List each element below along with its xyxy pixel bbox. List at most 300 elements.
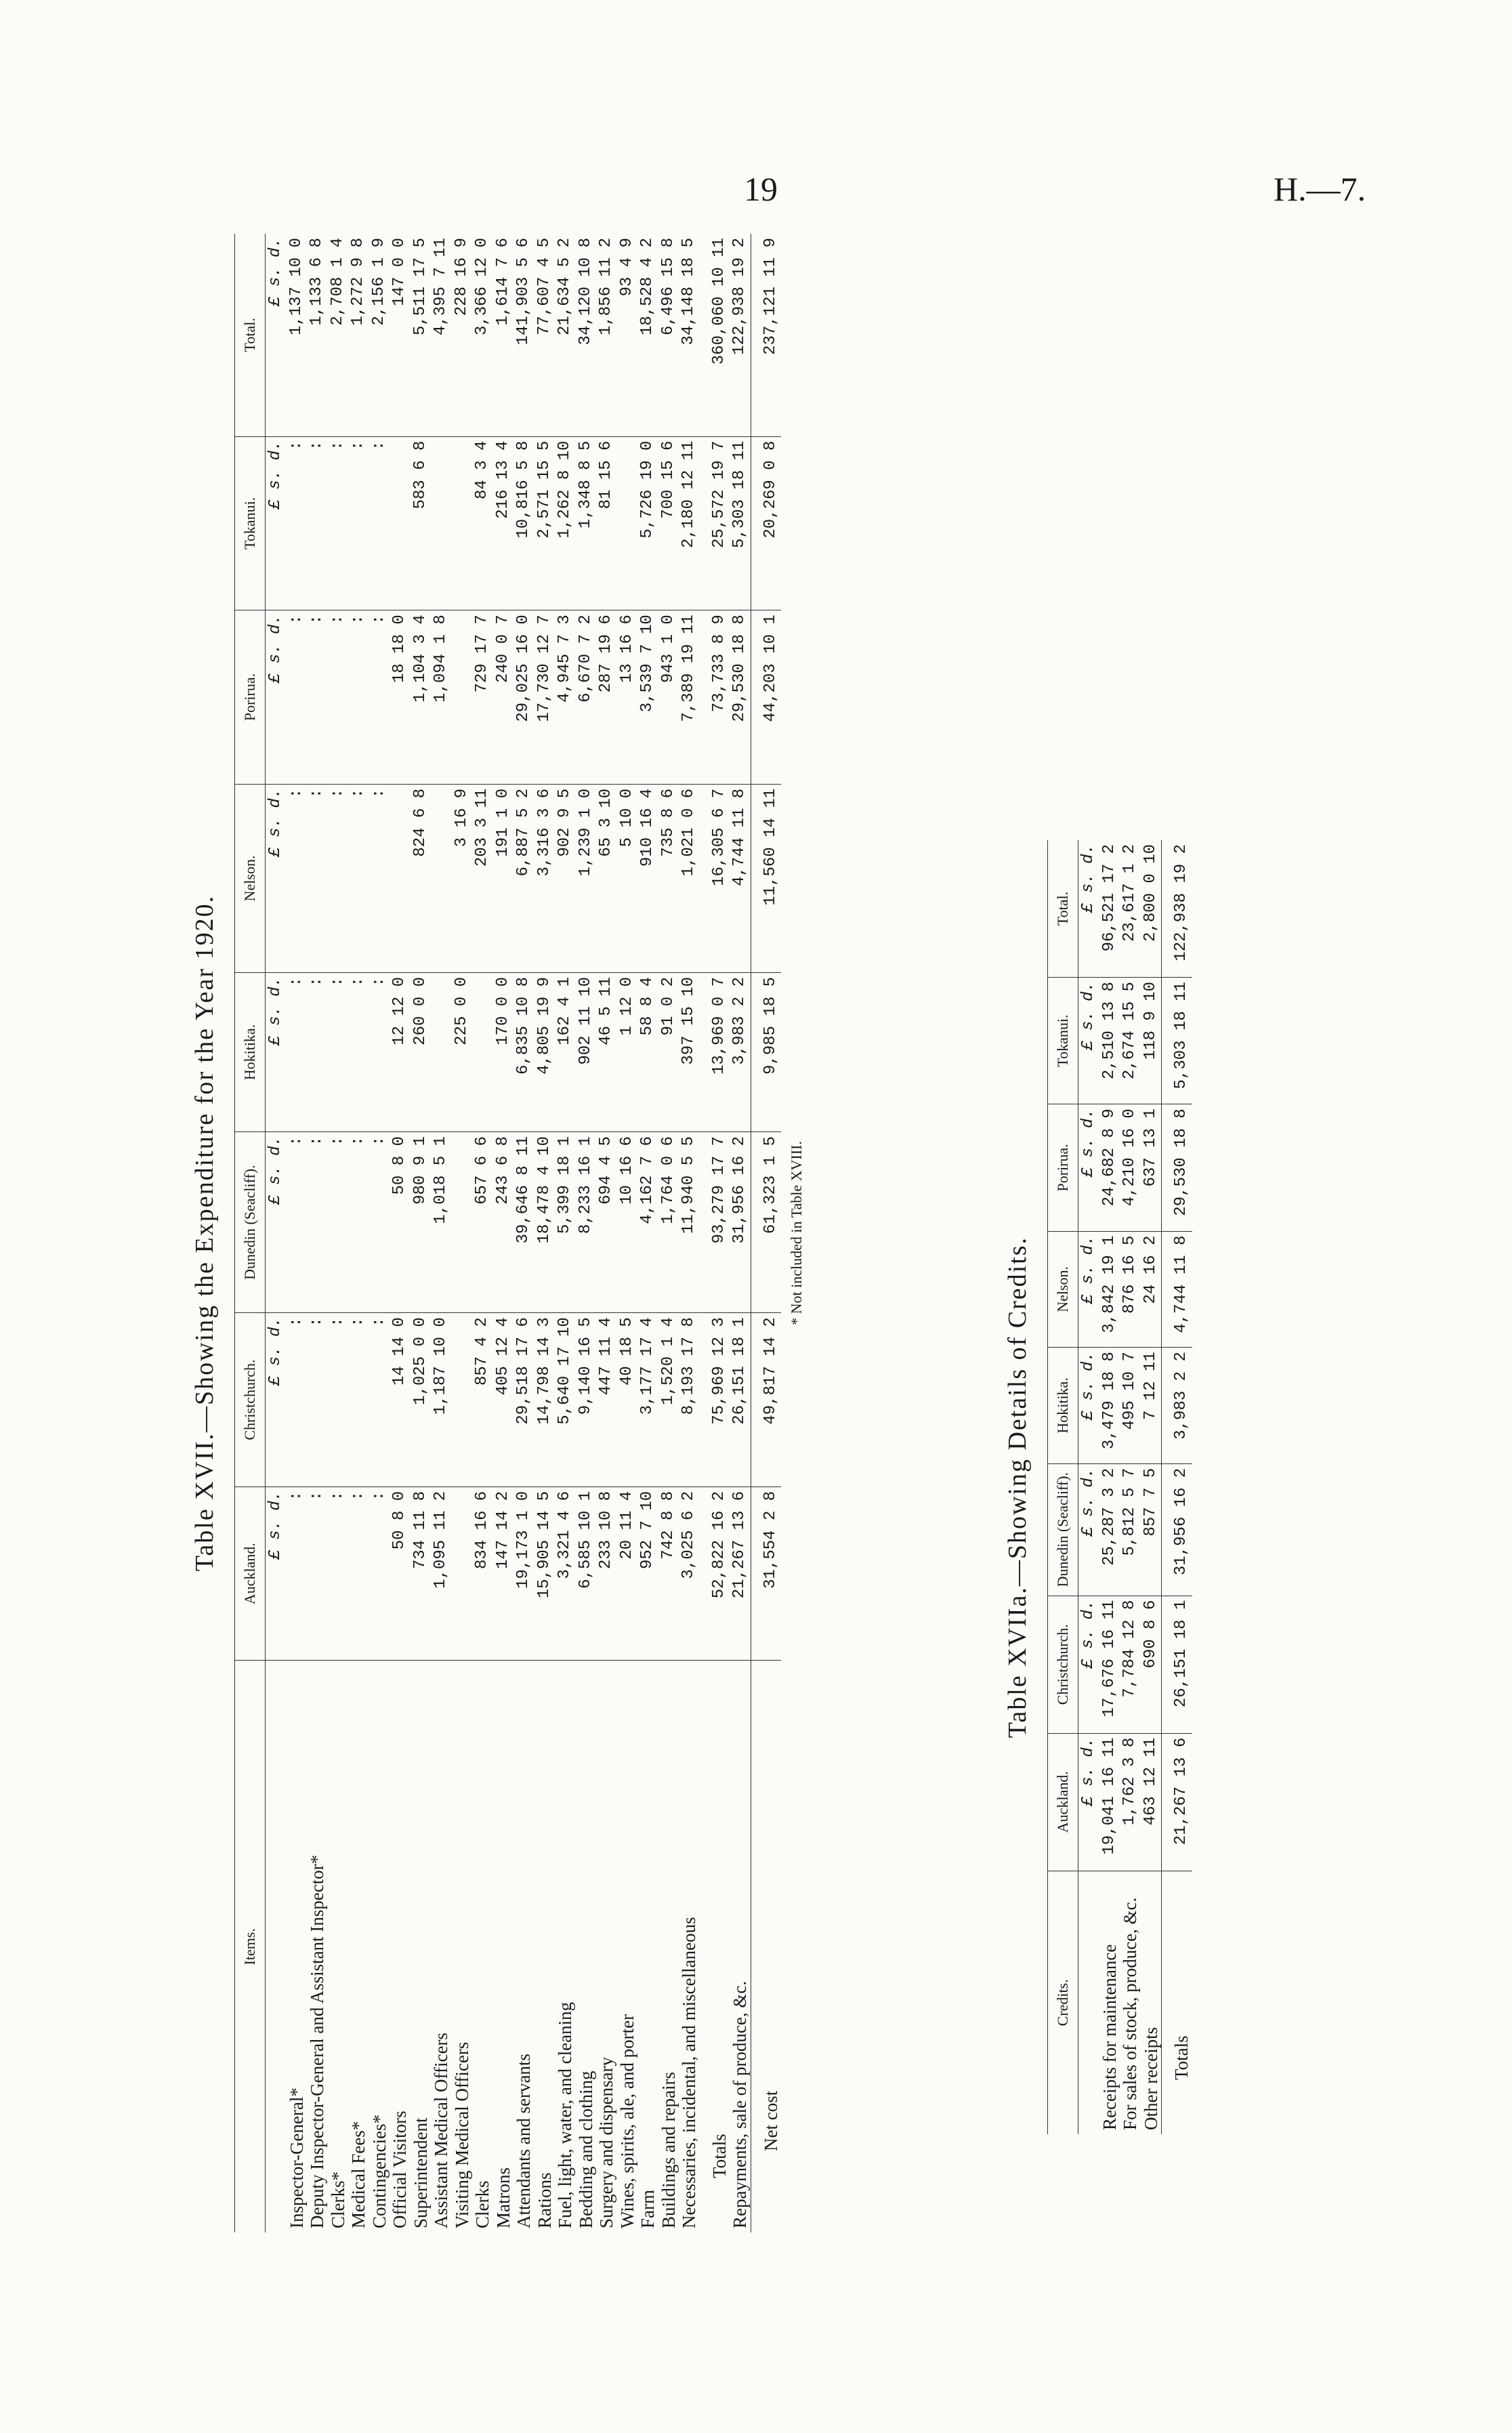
table-row (658, 234, 679, 2232)
row-label: Buildings and repairs (658, 1661, 679, 2232)
cell-value: 1,520 1 4 (658, 1313, 679, 1487)
cell-value: : (328, 1132, 349, 1313)
cell-value: 1,262 8 10 (555, 436, 576, 610)
cell-value: 3 16 9 (452, 784, 473, 972)
cell-value: 73,733 8 9 (709, 610, 730, 785)
row-label: Medical Fees* (348, 1661, 369, 2232)
cell-value: 5 10 0 (617, 784, 638, 972)
cell-value: 405 12 4 (493, 1313, 514, 1487)
cell-value: : (307, 784, 328, 972)
cell-value: 1,021 0 6 (679, 784, 700, 972)
cell-value: : (307, 610, 328, 785)
cell-value: 31,956 16 2 (1171, 1463, 1192, 1596)
cell-value: 5,640 17 10 (555, 1313, 576, 1487)
cell-value: 147 14 2 (493, 1486, 514, 1661)
spacer-cell (1162, 1231, 1172, 1348)
spacer-cell (751, 610, 761, 785)
spacer-cell (700, 1132, 709, 1313)
cell-value: 4,162 7 6 (637, 1132, 658, 1313)
cell-value: 4,744 11 8 (1171, 1231, 1192, 1348)
cell-value: 191 1 0 (493, 784, 514, 972)
cell-value: 7,389 19 11 (679, 610, 700, 785)
unit-label: £ s. d. (266, 436, 287, 610)
spacer-cell (700, 973, 709, 1132)
repayments-row (730, 234, 751, 2232)
table-row (452, 234, 473, 2232)
cell-value: 3,316 3 6 (534, 784, 555, 972)
cell-value: 61,323 1 5 (761, 1132, 782, 1313)
cell-value: 729 17 7 (472, 610, 493, 785)
cell-value: 3,983 2 2 (1171, 1348, 1192, 1464)
cell-value: 3,177 17 4 (637, 1313, 658, 1487)
row-label: Superintendent (411, 1661, 432, 2232)
column-header: Christchurch. (235, 1313, 266, 1487)
unit-label: £ s. d. (1078, 1104, 1099, 1231)
cell-value: : (307, 1132, 328, 1313)
cell-value: 23,617 1 2 (1120, 844, 1139, 942)
cell-value: 29,518 17 6 (513, 1313, 534, 1487)
cell-value: 5,726 19 0 (637, 436, 658, 610)
totals-row (709, 234, 730, 2232)
cell-value: 980 9 1 (411, 1132, 432, 1313)
cell-value: 7,784 12 8 (1120, 1596, 1141, 1733)
cell-value (452, 436, 473, 610)
cell-value: 26,151 18 1 (1171, 1596, 1192, 1733)
cell-value: 21,267 13 6 (730, 1486, 751, 1661)
column-header: Auckland. (1048, 1733, 1078, 1871)
cell-value: : (348, 1132, 369, 1313)
table-row (472, 234, 493, 2232)
cell-value (452, 1132, 473, 1313)
cell-value: 3,025 6 2 (679, 1486, 700, 1661)
cell-value: 75,969 12 3 (709, 1313, 730, 1487)
cell-value: 1,348 8 5 (576, 436, 597, 610)
cell-value: 8,193 17 8 (679, 1313, 700, 1487)
cell-value (472, 973, 493, 1132)
cell-value: 10 16 6 (617, 1132, 638, 1313)
cell-value: : (369, 1132, 390, 1313)
cell-value: 91 0 2 (658, 973, 679, 1132)
spacer-cell (751, 1313, 761, 1487)
cell-value: 14,798 14 3 (534, 1313, 555, 1487)
unit-label: £ s. d. (266, 973, 287, 1132)
cell-value: 7 12 11 (1141, 1348, 1162, 1464)
cell-value: 1,239 1 0 (576, 784, 597, 972)
cell-value: 910 16 4 (637, 784, 658, 972)
unit-label: £ s. d. (266, 238, 285, 306)
table-row (1120, 840, 1141, 2134)
spacer-cell (751, 784, 761, 972)
spacer-cell (1162, 1348, 1172, 1464)
table-row (576, 234, 597, 2232)
cell-value: 5,303 18 11 (730, 436, 751, 610)
cell-value: 44,203 10 1 (761, 610, 782, 785)
cell-value: : (328, 1313, 349, 1487)
spacer-cell (1162, 1733, 1172, 1871)
cell-value: : (307, 973, 328, 1132)
cell-value: : (307, 436, 328, 610)
row-label: Totals (1171, 1871, 1192, 2134)
cell-value: 2,156 1 9 (369, 238, 388, 326)
row-label: Deputy Inspector-General and Assistant Inspector* (307, 1661, 328, 2232)
cell-value: 19,041 16 11 (1099, 1733, 1120, 1871)
cell-value: 4,395 7 11 (432, 238, 450, 336)
row-label: Clerks* (328, 1661, 349, 2232)
column-header: Dunedin (Seacliff). (1048, 1463, 1078, 1596)
cell-value: 2,708 1 4 (328, 238, 347, 326)
unit-label: £ s. d. (266, 1486, 287, 1661)
cell-value: 3,321 4 6 (555, 1486, 576, 1661)
cell-value: 943 1 0 (658, 610, 679, 785)
cell-value: : (369, 610, 390, 785)
cell-value: 16,305 6 7 (709, 784, 730, 972)
table-row (1141, 840, 1162, 2134)
cell-value: 20,269 0 8 (761, 436, 782, 610)
cell-value: : (287, 610, 308, 785)
cell-value: 463 12 11 (1141, 1733, 1162, 1871)
column-header: Hokitika. (1048, 1348, 1078, 1464)
table-row (679, 234, 700, 2232)
spacer-cell (751, 1486, 761, 1661)
cell-value: : (348, 610, 369, 785)
unit-label: £ s. d. (1078, 978, 1099, 1104)
cell-value: 1,025 0 0 (411, 1313, 432, 1487)
cell-value (452, 1313, 473, 1487)
cell-value: 25,287 3 2 (1099, 1463, 1120, 1596)
cell-value: 1,133 6 8 (308, 238, 326, 326)
spacer-row (700, 234, 709, 2232)
cell-value: 6,887 5 2 (513, 784, 534, 972)
cell-value: 19,173 1 0 (513, 1486, 534, 1661)
cell-value: 18,478 4 10 (534, 1132, 555, 1313)
column-header: Porirua. (235, 610, 266, 785)
cell-value: : (348, 1486, 369, 1661)
column-header: Auckland. (235, 1486, 266, 1661)
cell-value: 93 4 9 (617, 238, 636, 297)
cell-value: 3,479 18 8 (1099, 1348, 1120, 1464)
cell-value: : (328, 610, 349, 785)
spacer-cell (700, 234, 709, 436)
expenditure-table-block (190, 234, 948, 2232)
cell-value: 735 8 6 (658, 784, 679, 972)
cell-value: : (348, 973, 369, 1132)
spacer-cell (1162, 978, 1172, 1104)
table-row (596, 234, 617, 2232)
cell-value: 4,744 11 8 (730, 784, 751, 972)
unit-row (266, 234, 287, 2232)
cell-value: 13 16 6 (617, 610, 638, 785)
row-label: Assistant Medical Officers (431, 1661, 452, 2232)
cell-value: 12 12 0 (390, 973, 411, 1132)
cell-value: 10,816 5 8 (513, 436, 534, 610)
cell-value: 5,812 5 7 (1120, 1463, 1141, 1596)
cell-value: 583 6 8 (411, 436, 432, 610)
cell-value: 2,180 12 11 (679, 436, 700, 610)
expenditure-table (234, 234, 781, 2232)
cell-value: 6,835 10 8 (513, 973, 534, 1132)
spacer-cell (700, 1661, 709, 2232)
cell-value: 657 6 6 (472, 1132, 493, 1313)
cell-value: 952 7 10 (637, 1486, 658, 1661)
cell-value: : (287, 784, 308, 972)
cell-value: 3,983 2 2 (730, 973, 751, 1132)
cell-value: 3,366 12 0 (473, 238, 491, 336)
column-header: Credits. (1048, 1871, 1078, 2134)
cell-value: 902 9 5 (555, 784, 576, 972)
unit-label: £ s. d. (266, 1313, 287, 1487)
cell-value: 46 5 11 (596, 973, 617, 1132)
spacer-cell (751, 234, 761, 436)
table-row (328, 234, 349, 2232)
cell-value: 1,094 1 8 (431, 610, 452, 785)
cell-value: 11,940 5 5 (679, 1132, 700, 1313)
table-row (307, 234, 328, 2232)
table-row (617, 234, 638, 2232)
cell-value: 6,585 10 1 (576, 1486, 597, 1661)
cell-value: : (328, 973, 349, 1132)
cell-value: 122,938 19 2 (1172, 844, 1190, 961)
cell-value (390, 784, 411, 972)
cell-value: 1,762 3 8 (1120, 1733, 1141, 1871)
cell-value: 6,670 7 2 (576, 610, 597, 785)
cell-value: 1 12 0 (617, 973, 638, 1132)
unit-label: £ s. d. (1078, 1348, 1099, 1464)
cell-value: : (369, 784, 390, 972)
table-row (1099, 840, 1120, 2134)
credits-table (1047, 840, 1192, 2134)
cell-value: 26,151 18 1 (730, 1313, 751, 1487)
row-label: Visiting Medical Officers (452, 1661, 473, 2232)
cell-value: 824 6 8 (411, 784, 432, 972)
cell-value: 1,764 0 6 (658, 1132, 679, 1313)
cell-value: 58 8 4 (637, 973, 658, 1132)
cell-value: 34,148 18 5 (679, 238, 698, 346)
cell-value: 4,210 16 0 (1120, 1104, 1141, 1231)
cell-value: : (287, 1313, 308, 1487)
cell-value: : (348, 1313, 369, 1487)
spacer-cell (1162, 1104, 1172, 1231)
cell-value: 17,730 12 7 (534, 610, 555, 785)
cell-value: : (369, 1313, 390, 1487)
cell-value: : (369, 973, 390, 1132)
cell-value: : (328, 1486, 349, 1661)
table-row (513, 234, 534, 2232)
cell-value: 1,018 5 1 (431, 1132, 452, 1313)
table-row (369, 234, 390, 2232)
table-row (348, 234, 369, 2232)
spacer-cell (751, 973, 761, 1132)
cell-value: 15,905 14 5 (534, 1486, 555, 1661)
table-row (637, 234, 658, 2232)
cell-value: 141,903 5 6 (514, 238, 532, 346)
cell-value: 360,060 10 11 (709, 238, 728, 365)
spacer-cell (1162, 1463, 1172, 1596)
spacer-cell (751, 1132, 761, 1313)
cell-value: 34,120 10 8 (576, 238, 595, 346)
cell-value: 834 16 6 (472, 1486, 493, 1661)
cell-value: 1,104 3 4 (411, 610, 432, 785)
column-header: Tokanui. (1048, 978, 1078, 1104)
cell-value (617, 436, 638, 610)
column-header: Total. (1048, 840, 1078, 978)
unit-label: £ s. d. (1078, 1596, 1099, 1733)
cell-value: 1,137 10 0 (287, 238, 306, 336)
cell-value: 2,674 15 5 (1120, 978, 1141, 1104)
cell-value: 5,399 18 1 (555, 1132, 576, 1313)
cell-value (431, 784, 452, 972)
cell-value: 690 8 6 (1141, 1596, 1162, 1733)
cell-value: : (287, 436, 308, 610)
row-label: Receipts for maintenance (1099, 1871, 1120, 2134)
unit-spacer (266, 1661, 287, 2232)
unit-label: £ s. d. (1078, 1231, 1099, 1348)
cell-value: 1,187 10 0 (431, 1313, 452, 1487)
cell-value: 8,233 16 1 (576, 1132, 597, 1313)
cell-value: : (287, 1486, 308, 1661)
table-row (534, 234, 555, 2232)
cell-value: 4,805 19 9 (534, 973, 555, 1132)
row-label: Other receipts (1141, 1871, 1162, 2134)
cell-value: 20 11 4 (617, 1486, 638, 1661)
unit-label: £ s. d. (266, 610, 287, 785)
document-code: H.—7. (1274, 170, 1366, 208)
cell-value: 18 18 0 (390, 610, 411, 785)
cell-value: 14 14 0 (390, 1313, 411, 1487)
unit-label: £ s. d. (266, 784, 287, 972)
row-label: Necessaries, incidental, and miscellaneous (679, 1661, 700, 2232)
row-label: Matrons (493, 1661, 514, 2232)
table-row (555, 234, 576, 2232)
row-label: Net cost (761, 1661, 782, 2232)
row-label: Official Visitors (390, 1661, 411, 2232)
cell-value: 29,025 16 0 (513, 610, 534, 785)
cell-value: 287 19 6 (596, 610, 617, 785)
cell-value: 50 8 0 (390, 1132, 411, 1313)
cell-value: 29,530 18 8 (730, 610, 751, 785)
cell-value: 84 3 4 (472, 436, 493, 610)
cell-value: 162 4 1 (555, 973, 576, 1132)
cell-value: : (307, 1313, 328, 1487)
cell-value: : (307, 1486, 328, 1661)
cell-value: 4,945 7 3 (555, 610, 576, 785)
expenditure-table-title: Table XVII.—Showing the Expenditure for the Year 1920. (190, 894, 219, 1572)
row-label: Wines, spirits, ale, and porter (617, 1661, 638, 2232)
table-row (431, 234, 452, 2232)
row-label: Fuel, light, water, and cleaning (555, 1661, 576, 2232)
cell-value: 24 16 2 (1141, 1231, 1162, 1348)
column-header: Nelson. (1048, 1231, 1078, 1348)
cell-value: : (328, 436, 349, 610)
row-label: Repayments, sale of produce, &c. (730, 1661, 751, 2232)
cell-value: 240 0 7 (493, 610, 514, 785)
cell-value: 3,842 19 1 (1099, 1231, 1120, 1348)
table-row (493, 234, 514, 2232)
cell-value: 24,682 8 9 (1099, 1104, 1120, 1231)
column-header: Nelson. (235, 784, 266, 972)
spacer-row (751, 234, 761, 2232)
spacer-row (1162, 840, 1172, 2134)
cell-value: 81 15 6 (596, 436, 617, 610)
cell-value: 21,634 5 2 (555, 238, 574, 336)
cell-value: : (348, 436, 369, 610)
cell-value: 734 11 8 (411, 1486, 432, 1661)
cell-value (390, 436, 411, 610)
spacer-cell (751, 436, 761, 610)
cell-value: 2,571 15 5 (534, 436, 555, 610)
cell-value: 29,530 18 8 (1171, 1104, 1192, 1231)
cell-value: 225 0 0 (452, 973, 473, 1132)
cell-value: 1,856 11 2 (597, 238, 615, 336)
row-label: Rations (534, 1661, 555, 2232)
cell-value (431, 436, 452, 610)
column-header: Dunedin (Seacliff). (235, 1132, 266, 1313)
row-label: For sales of stock, produce, &c. (1120, 1871, 1141, 2134)
cell-value: 122,938 19 2 (730, 238, 749, 355)
cell-value: 31,554 2 8 (761, 1486, 782, 1661)
cell-value: 495 10 7 (1120, 1348, 1141, 1464)
unit-row (1078, 840, 1099, 2134)
cell-value: : (348, 784, 369, 972)
cell-value: 237,121 11 9 (761, 238, 780, 355)
spacer-cell (700, 436, 709, 610)
column-header: Items. (235, 1661, 266, 2232)
row-label: Contingencies* (369, 1661, 390, 2232)
row-label: Bedding and clothing (576, 1661, 597, 2232)
footnote: * Not included in Table XVIII. (788, 1141, 805, 1325)
cell-value: : (328, 784, 349, 972)
cell-value: 2,800 0 10 (1141, 844, 1160, 942)
cell-value: 52,822 16 2 (709, 1486, 730, 1661)
cell-value: 13,969 0 7 (709, 973, 730, 1132)
cell-value: 203 3 11 (472, 784, 493, 972)
table-row (390, 234, 411, 2232)
column-header: Porirua. (1048, 1104, 1078, 1231)
cell-value (452, 1486, 473, 1661)
cell-value: 902 11 10 (576, 973, 597, 1132)
cell-value: 93,279 17 7 (709, 1132, 730, 1313)
cell-value: 9,985 18 5 (761, 973, 782, 1132)
unit-label: £ s. d. (1078, 1733, 1099, 1871)
cell-value: 6,496 15 8 (658, 238, 677, 336)
cell-value: 447 11 4 (596, 1313, 617, 1487)
cell-value: 243 6 8 (493, 1132, 514, 1313)
spacer-cell (700, 784, 709, 972)
cell-value: 18,528 4 2 (638, 238, 656, 336)
table-row (287, 234, 308, 2232)
cell-value: 228 16 9 (452, 238, 471, 316)
cell-value: 637 13 1 (1141, 1104, 1162, 1231)
cell-value: 50 8 0 (390, 1486, 411, 1661)
row-label: Attendants and servants (513, 1661, 534, 2232)
spacer-cell (1162, 840, 1172, 978)
unit-label: £ s. d. (1078, 1463, 1099, 1596)
cell-value: 3,539 7 10 (637, 610, 658, 785)
row-label: Inspector-General* (287, 1661, 308, 2232)
cell-value: 700 15 6 (658, 436, 679, 610)
row-label: Totals (709, 1661, 730, 2232)
column-header: Christchurch. (1048, 1596, 1078, 1733)
cell-value: 233 10 8 (596, 1486, 617, 1661)
cell-value: 49,817 14 2 (761, 1313, 782, 1487)
row-label: Clerks (472, 1661, 493, 2232)
cell-value: 1,095 11 2 (431, 1486, 452, 1661)
row-label: Surgery and dispensary (596, 1661, 617, 2232)
column-header: Tokanui. (235, 436, 266, 610)
spacer-cell (1162, 1871, 1172, 2134)
spacer-cell (1162, 1596, 1172, 1733)
cell-value: 25,572 19 7 (709, 436, 730, 610)
unit-label: £ s. d. (266, 1132, 287, 1313)
